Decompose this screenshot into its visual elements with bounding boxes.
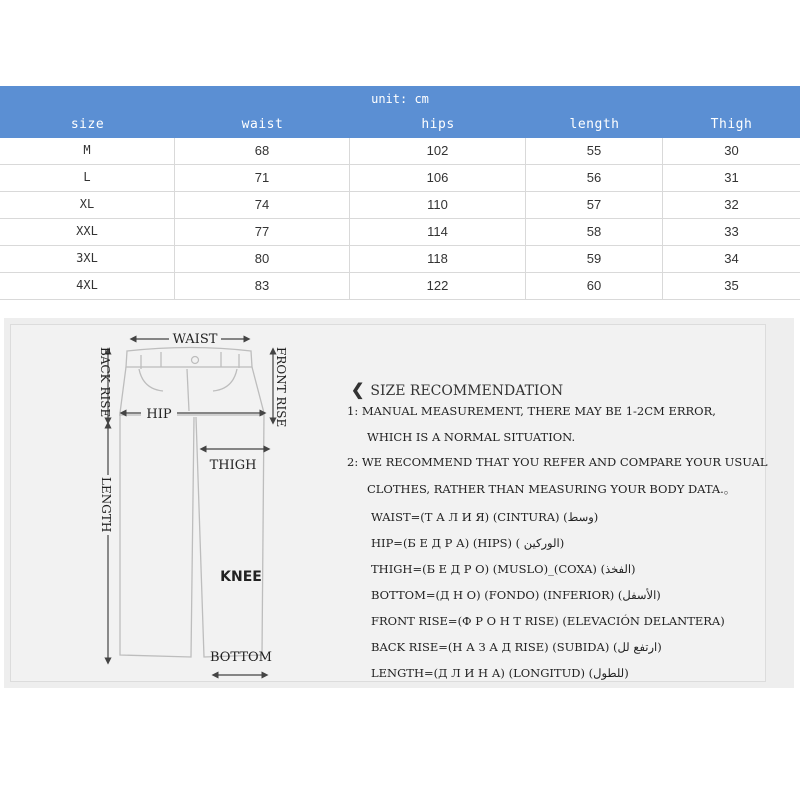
cell-length: 57 (526, 192, 663, 218)
cell-size: 3XL (0, 246, 175, 272)
pants-measurement-diagram (11, 325, 341, 681)
cell-waist: 74 (175, 192, 350, 218)
label-bottom: BOTTOM (209, 650, 273, 665)
recommendation-title (351, 380, 563, 399)
table-row (0, 165, 800, 192)
glossary-thigh: THIGH=(Б Е Д Р О) (MUSLO)_(COXA) (الفخذ) (371, 562, 636, 576)
cell-thigh: 33 (724, 224, 739, 239)
header-size: size (70, 117, 105, 132)
table-row (0, 246, 800, 273)
cell-length: 60 (526, 273, 663, 299)
label-back-rise: BACK RISE (98, 347, 112, 418)
note-1-line-1: 1: MANUAL MEASUREMENT, THERE MAY BE 1-2CM ERROR, (347, 404, 716, 418)
table-row (0, 219, 800, 246)
size-recommendation-panel (4, 318, 794, 688)
glossary-back-rise: BACK RISE=(Н А З А Д RISE) (SUBIDA) (ارتفع لل) (371, 640, 662, 654)
header-length: length (569, 117, 620, 132)
panel-inner (10, 324, 766, 682)
table-body (0, 138, 800, 300)
table-row (0, 138, 800, 165)
cell-waist: 83 (175, 273, 350, 299)
cell-size: M (0, 138, 175, 164)
table-row (0, 273, 800, 300)
note-2-line-1: 2: WE RECOMMEND THAT YOU REFER AND COMPARE YOUR USUAL (347, 455, 768, 469)
label-front-rise: FRONT RISE (274, 347, 288, 428)
label-waist: WAIST (172, 332, 218, 347)
cell-length: 56 (526, 165, 663, 191)
cell-length: 58 (526, 219, 663, 245)
cell-thigh: 31 (724, 170, 739, 185)
cell-waist: 71 (175, 165, 350, 191)
cell-waist: 68 (175, 138, 350, 164)
glossary-length: LENGTH=(Д Л И Н А) (LONGITUD) (للطول) (371, 666, 629, 680)
cell-waist: 80 (175, 246, 350, 272)
header-thigh: Thigh (710, 117, 753, 132)
glossary-hip: HIP=(Б Е Д Р А) (HIPS) ( الوركين) (371, 536, 565, 550)
label-knee: KNEE (220, 569, 262, 585)
chevron-left-icon: ❮ (351, 380, 365, 399)
recommendation-title-text: SIZE RECOMMENDATION (370, 383, 564, 399)
table-row (0, 192, 800, 219)
cell-hips: 122 (350, 273, 526, 299)
cell-thigh: 35 (724, 278, 739, 293)
cell-hips: 102 (350, 138, 526, 164)
cell-size: XL (0, 192, 175, 218)
cell-hips: 110 (350, 192, 526, 218)
cell-waist: 77 (175, 219, 350, 245)
label-hip: HIP (146, 407, 172, 422)
cell-thigh: 34 (724, 251, 739, 266)
cell-hips: 106 (350, 165, 526, 191)
table-header-row (0, 112, 800, 138)
glossary-waist: WAIST=(Т А Л И Я) (CINTURA) (وسط) (371, 510, 599, 524)
pants-outline (119, 348, 264, 658)
cell-thigh: 32 (724, 197, 739, 212)
note-1-line-2: WHICH IS A NORMAL SITUATION. (367, 430, 576, 444)
cell-hips: 114 (350, 219, 526, 245)
label-thigh: THIGH (209, 458, 257, 473)
unit-label: unit: cm (0, 86, 800, 112)
note-2-line-2: CLOTHES, RATHER THAN MEASURING YOUR BODY DATA.。 (367, 482, 736, 496)
cell-length: 55 (526, 138, 663, 164)
cell-size: XXL (0, 219, 175, 245)
glossary-front-rise: FRONT RISE=(Ф Р О Н Т RISE) (ELEVACIÓN DELANTERA) (371, 614, 725, 628)
cell-size: L (0, 165, 175, 191)
header-waist: waist (241, 117, 284, 132)
cell-thigh: 30 (724, 143, 739, 158)
size-chart-table (0, 86, 800, 300)
button (192, 357, 199, 364)
header-hips: hips (421, 117, 455, 132)
glossary-bottom: BOTTOM=(Д Н О) (FONDO) (INFERIOR) (الأسفل) (371, 588, 661, 602)
cell-hips: 118 (350, 246, 526, 272)
cell-length: 59 (526, 246, 663, 272)
label-length: LENGTH (99, 477, 113, 533)
cell-size: 4XL (0, 273, 175, 299)
